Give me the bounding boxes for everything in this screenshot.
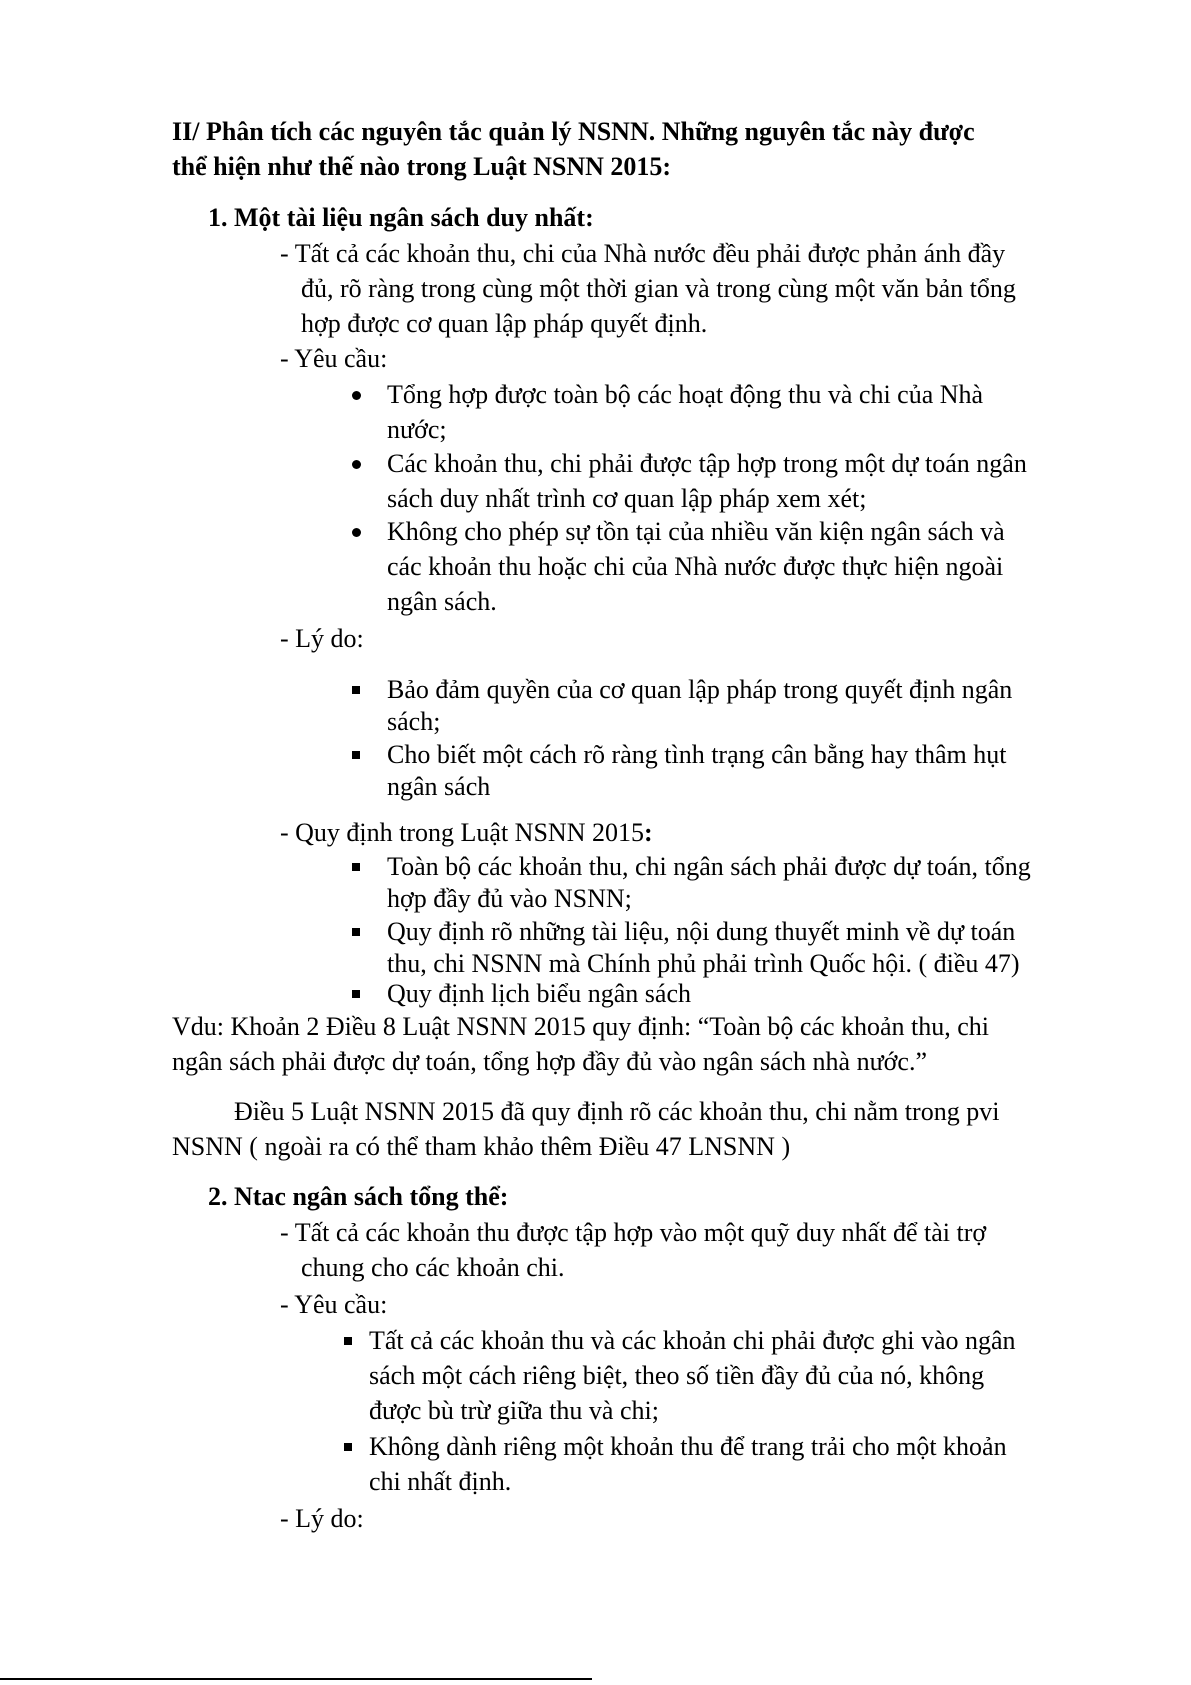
section-1-def-line: - Tất cả các khoản thu, chi của Nhà nước đều phải được phản ánh đầy: [280, 239, 1006, 268]
list-item-line: chi nhất định.: [369, 1467, 512, 1496]
bullet-square-icon: [352, 990, 360, 998]
list-item-line: Tổng hợp được toàn bộ các hoạt động thu và chi của Nhà: [387, 380, 984, 409]
list-item-line: Quy định rõ những tài liệu, nội dung thuyết minh về dự toán: [387, 917, 1016, 946]
note-line: NSNN ( ngoài ra có thể tham khảo thêm Điều 47 LNSNN ): [172, 1132, 791, 1161]
list-item-line: Tất cả các khoản thu và các khoản chi phải được ghi vào ngân: [369, 1326, 1016, 1355]
section-2-def-line: - Tất cả các khoản thu được tập hợp vào một quỹ duy nhất để tài trợ: [280, 1218, 987, 1247]
section-2-requirements-label: - Yêu cầu:: [280, 1290, 388, 1319]
list-item-line: Không cho phép sự tồn tại của nhiều văn kiện ngân sách và: [387, 517, 1005, 546]
bullet-dot-icon: [352, 460, 361, 469]
note-line: Điều 5 Luật NSNN 2015 đã quy định rõ các khoản thu, chi nằm trong pvi: [234, 1097, 1000, 1126]
law-label-text: - Quy định trong Luật NSNN 2015: [280, 818, 644, 847]
section-1-def-line: hợp được cơ quan lập pháp quyết định.: [301, 309, 708, 338]
list-item-line: ngân sách.: [387, 587, 497, 616]
list-item-line: ngân sách: [387, 772, 491, 801]
list-item-line: thu, chi NSNN mà Chính phủ phải trình Quốc hội. ( điều 47): [387, 949, 1020, 978]
section-2-reasons-label: - Lý do:: [280, 1504, 364, 1533]
law-label-colon: :: [643, 818, 653, 847]
list-item-line: Cho biết một cách rõ ràng tình trạng cân bằng hay thâm hụt: [387, 740, 1007, 769]
list-item-line: sách một cách riêng biệt, theo số tiền đầy đủ của nó, không: [369, 1361, 985, 1390]
section-1-requirements-label: - Yêu cầu:: [280, 344, 388, 373]
heading-line-2: thể hiện như thế nào trong Luật NSNN 2015:: [172, 152, 672, 181]
list-item-line: Bảo đảm quyền của cơ quan lập pháp trong quyết định ngân: [387, 675, 1013, 704]
list-item-line: Quy định lịch biểu ngân sách: [387, 979, 691, 1008]
example-line: Vdu: Khoản 2 Điều 8 Luật NSNN 2015 quy định: “Toàn bộ các khoản thu, chi: [172, 1012, 990, 1041]
list-item-line: sách duy nhất trình cơ quan lập pháp xem xét;: [387, 484, 867, 513]
bullet-dot-icon: [352, 528, 361, 537]
bullet-dot-icon: [352, 391, 361, 400]
bullet-square-icon: [352, 928, 360, 936]
list-item-line: được bù trừ giữa thu và chi;: [369, 1396, 659, 1425]
bullet-square-icon: [352, 751, 360, 759]
heading-line-1: II/ Phân tích các nguyên tắc quản lý NSNN. Những nguyên tắc này được: [172, 117, 975, 146]
list-item-line: hợp đầy đủ vào NSNN;: [387, 884, 632, 913]
list-item-line: Toàn bộ các khoản thu, chi ngân sách phải được dự toán, tổng: [387, 852, 1031, 881]
section-2-title: 2. Ntac ngân sách tổng thể:: [208, 1182, 509, 1211]
section-1-title: 1. Một tài liệu ngân sách duy nhất:: [208, 203, 594, 232]
footnote-separator: [0, 1678, 592, 1680]
bullet-square-icon: [344, 1337, 352, 1345]
bullet-square-icon: [352, 863, 360, 871]
list-item-line: các khoản thu hoặc chi của Nhà nước được thực hiện ngoài: [387, 552, 1004, 581]
list-item-line: Các khoản thu, chi phải được tập hợp trong một dự toán ngân: [387, 449, 1027, 478]
section-1-def-line: đủ, rõ ràng trong cùng một thời gian và trong cùng một văn bản tổng: [301, 274, 1016, 303]
list-item-line: nước;: [387, 415, 447, 444]
section-2-def-line: chung cho các khoản chi.: [301, 1253, 565, 1282]
list-item-line: Không dành riêng một khoản thu để trang trải cho một khoản: [369, 1432, 1007, 1461]
section-1-reasons-label: - Lý do:: [280, 624, 364, 653]
bullet-square-icon: [352, 686, 360, 694]
example-line: ngân sách phải được dự toán, tổng hợp đầy đủ vào ngân sách nhà nước.”: [172, 1047, 927, 1076]
bullet-square-icon: [344, 1443, 352, 1451]
section-1-law-label: [280, 816, 653, 850]
list-item-line: sách;: [387, 707, 441, 736]
